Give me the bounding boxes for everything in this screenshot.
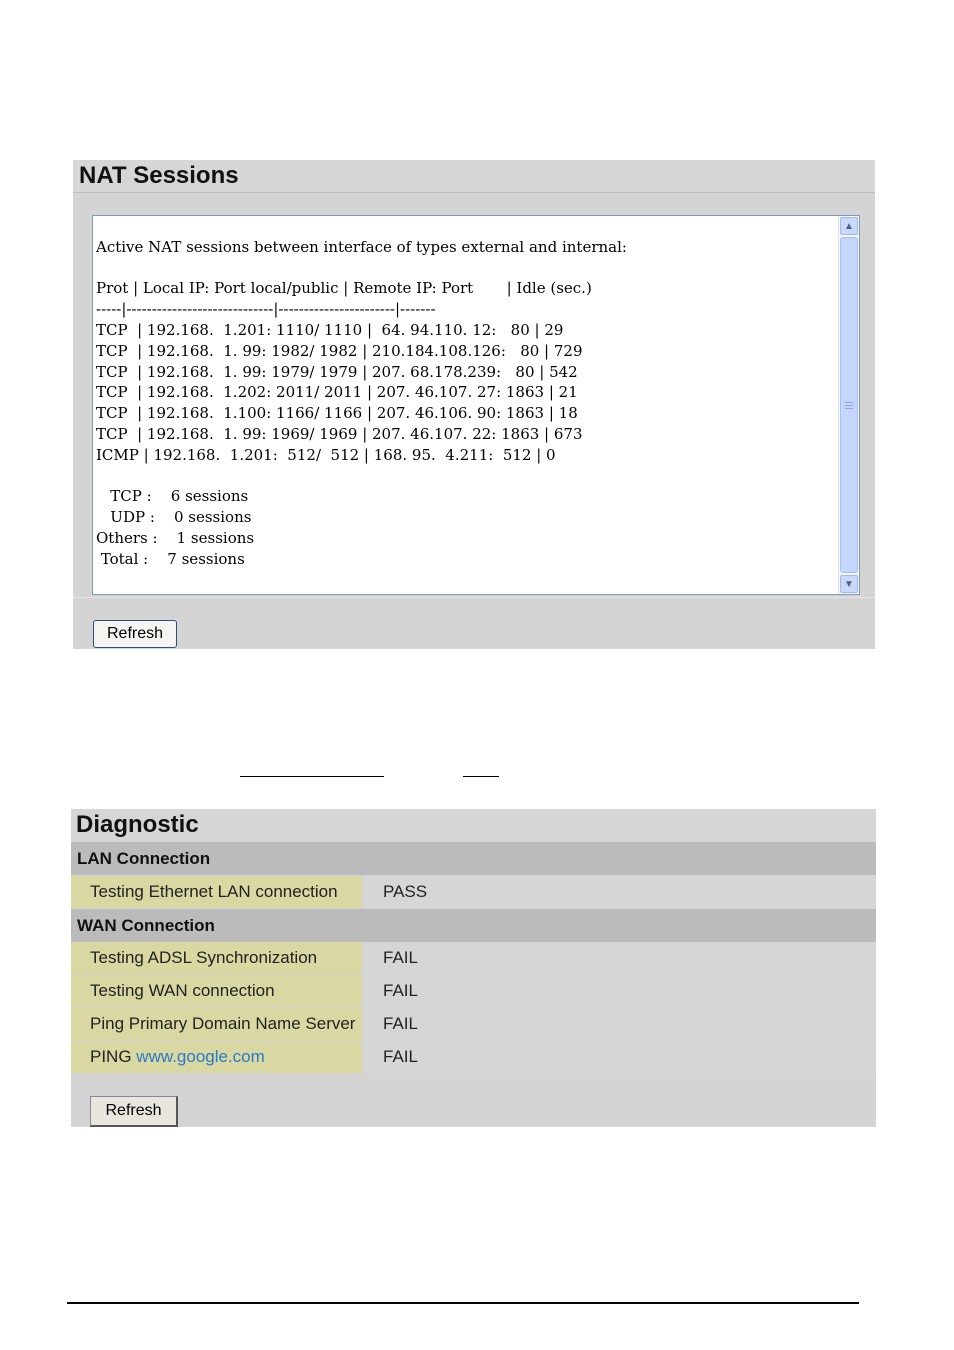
diag-status: FAIL [364, 975, 876, 1007]
wan-connection-header: WAN Connection [71, 909, 876, 942]
diagnostic-footer [71, 1075, 876, 1127]
diag-label: Ping Primary Domain Name Server [71, 1008, 362, 1040]
vertical-scrollbar[interactable] [838, 216, 859, 594]
underline-mark [463, 776, 499, 777]
scroll-thumb[interactable] [840, 237, 858, 573]
nat-table-row: ICMP | 192.168. 1.201: 512/ 512 | 168. 95. 4.211: 512 | 0 [96, 445, 556, 464]
diag-row-ping-dns [71, 1008, 876, 1041]
nat-sessions-title: NAT Sessions [73, 160, 875, 193]
diag-status: FAIL [364, 1008, 876, 1040]
nat-sessions-textarea[interactable] [92, 215, 860, 595]
nat-summary-total: Total : 7 sessions [96, 549, 245, 568]
diag-row-adsl-sync [71, 942, 876, 975]
diag-status: PASS [364, 876, 876, 908]
diag-label: Testing WAN connection [71, 975, 362, 1007]
scroll-down-arrow-icon[interactable]: ▼ [840, 575, 858, 593]
nat-refresh-button[interactable]: Refresh [93, 620, 177, 648]
grip-icon [845, 402, 853, 409]
diag-label [71, 1041, 362, 1073]
nat-summary-tcp: TCP : 6 sessions [96, 487, 249, 506]
nat-table-row: TCP | 192.168. 1.202: 2011/ 2011 | 207. 46.107. 27: 1863 | 21 [96, 383, 578, 402]
nat-line [96, 466, 831, 487]
nat-line [96, 216, 831, 237]
google-link[interactable]: www.google.com [136, 1047, 265, 1066]
diag-label: Testing ADSL Synchronization [71, 942, 362, 974]
nat-table-header: Prot | Local IP: Port local/public | Remote IP: Port | Idle (sec.) [96, 279, 592, 298]
nat-sessions-footer [73, 597, 875, 649]
nat-table-row: TCP | 192.168. 1. 99: 1979/ 1979 | 207. 68.178.239: 80 | 542 [96, 362, 578, 381]
nat-table-row: TCP | 192.168. 1.100: 1166/ 1166 | 207. 46.106. 90: 1863 | 18 [96, 404, 578, 423]
diagnostic-title: Diagnostic [71, 809, 876, 842]
diagnostic-panel [71, 809, 876, 1127]
underline-mark [240, 776, 384, 777]
lan-connection-header: LAN Connection [71, 842, 876, 875]
diag-row-ethernet-lan [71, 876, 876, 909]
nat-line [96, 258, 831, 279]
diag-status: FAIL [364, 1041, 876, 1073]
nat-table-row: TCP | 192.168. 1. 99: 1982/ 1982 | 210.184.108.126: 80 | 729 [96, 341, 583, 360]
nat-summary-udp: UDP : 0 sessions [96, 508, 252, 527]
footer-divider [67, 1302, 859, 1304]
diag-refresh-button[interactable]: Refresh [90, 1096, 178, 1127]
nat-line: Active NAT sessions between interface of types external and internal: [96, 237, 627, 256]
nat-table-row: TCP | 192.168. 1.201: 1110/ 1110 | 64. 94.110. 12: 80 | 29 [96, 320, 564, 339]
diag-label: Testing Ethernet LAN connection [71, 876, 362, 908]
nat-sessions-text [96, 216, 831, 570]
ping-prefix: PING [90, 1047, 137, 1066]
diag-status: FAIL [364, 942, 876, 974]
diag-row-ping-google [71, 1041, 876, 1074]
nat-sessions-body [73, 193, 875, 595]
diag-row-wan-connection [71, 975, 876, 1008]
nat-table-separator: -----|-----------------------------|-----------------------|------- [96, 300, 436, 319]
scroll-up-arrow-icon[interactable]: ▲ [840, 217, 858, 235]
nat-summary-others: Others : 1 sessions [96, 528, 255, 547]
nat-sessions-panel [73, 160, 875, 649]
nat-table-row: TCP | 192.168. 1. 99: 1969/ 1969 | 207. 46.107. 22: 1863 | 673 [96, 424, 583, 443]
